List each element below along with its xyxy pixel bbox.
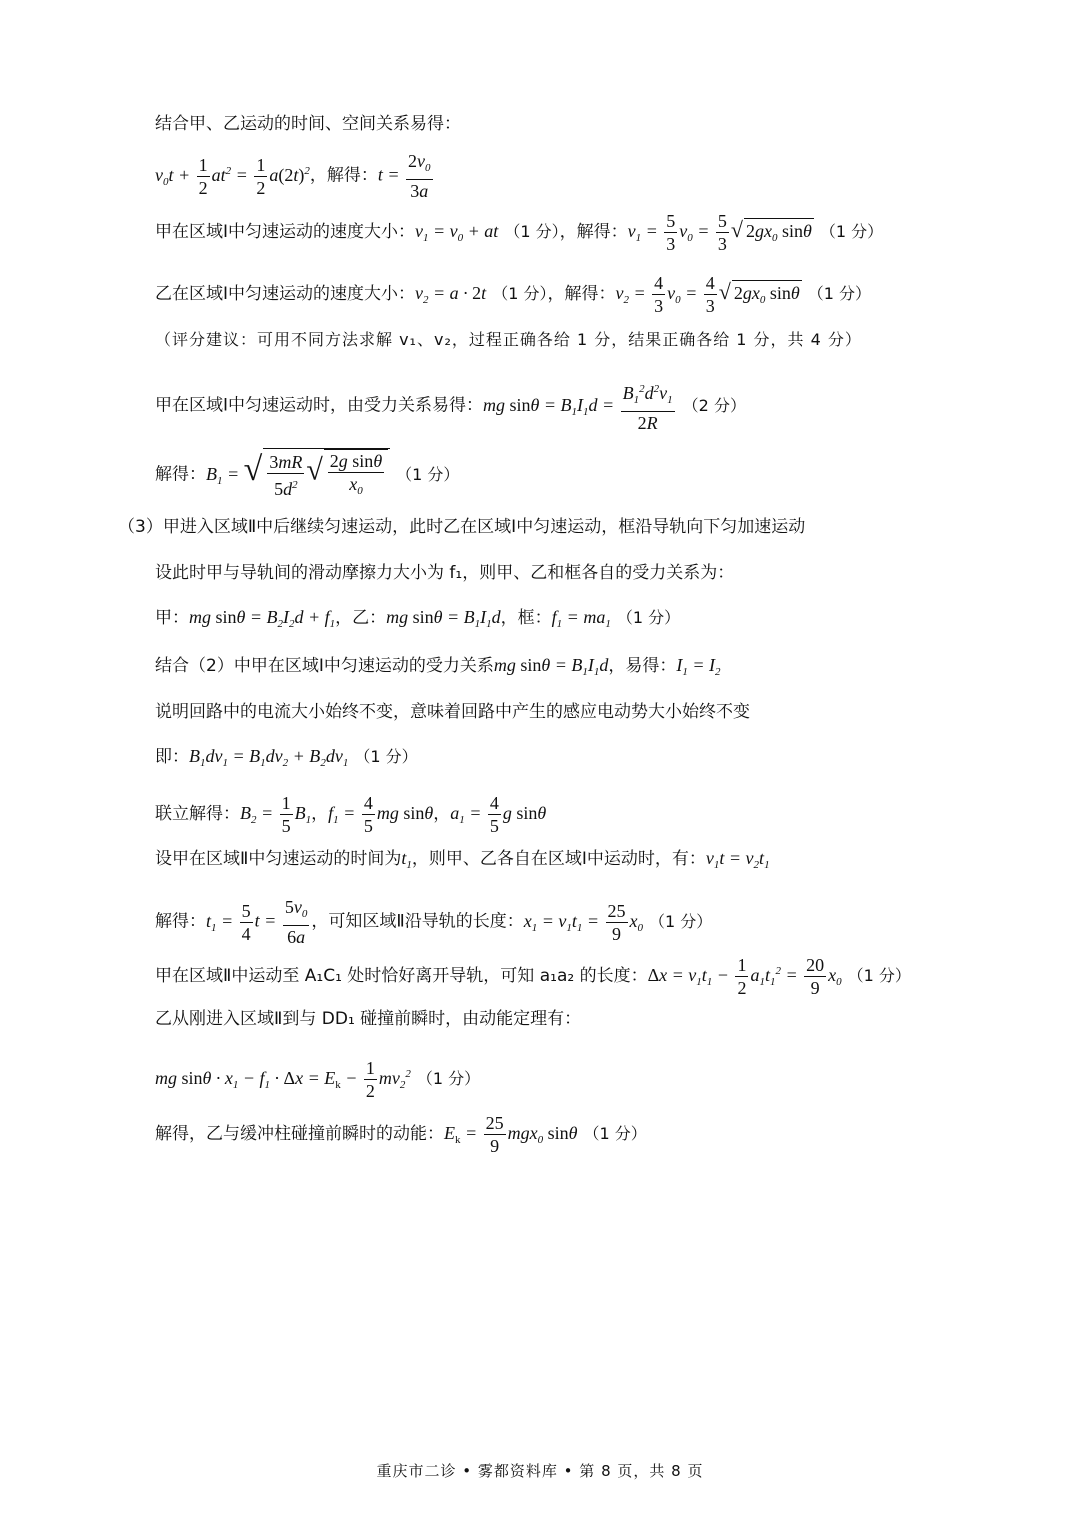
score-mark: （1 分） [416, 1069, 481, 1088]
text-label: 甲在区域Ⅱ中运动至 A₁C₁ 处时恰好离开导轨，可知 a₁a₂ 的长度： [155, 966, 648, 986]
text-sep: ，解得： [547, 284, 616, 304]
text-sep: ，易得： [608, 656, 677, 676]
score-mark: （1 分） [649, 911, 713, 931]
text-label: 甲在区域Ⅰ中匀速运动的速度大小： [155, 222, 416, 242]
score-mark: （2 分） [682, 395, 746, 415]
equation-line: 甲在区域Ⅰ中匀速运动的速度大小：$v_1 = v_0$ + at （1 分），解得：$v_1$ = $\frac{5}{3}$ $v_0$ = $\frac{5}{3}$ √ $2gx_0$ sinθ （1 分） [155, 211, 884, 254]
text-sep: ，则甲、乙各自在区域Ⅰ中运动时，有： [411, 849, 706, 869]
score-mark: （1 分） [807, 284, 871, 303]
text-sep: ，解得： [309, 165, 378, 186]
page-footer: 重庆市二诊 • 雾都资料库 • 第 8 页，共 8 页 [376, 1462, 704, 1480]
text-label: 设甲在区域Ⅱ中匀速运动的时间为 [155, 849, 402, 869]
equation-line: 甲在区域Ⅱ中运动至 A₁C₁ 处时恰好离开导轨，可知 a₁a₂ 的长度：$\Delta x = v_1t_1$ − $\frac{1}{2}$ $a_1t_1^2$ = $\frac{20}{9}$ $x_0$ （1 分） [155, 955, 911, 998]
text-line: 设此时甲与导轨间的滑动摩擦力大小为 f₁，则甲、乙和框各自的受力关系为： [155, 563, 735, 583]
equation-line: 甲在区域Ⅰ中匀速运动时，由受力关系易得：mg $\sin\theta = B_1I_1d$ = $\frac{B_1^2d^2v_1}{2R}$ （2 分） [155, 378, 746, 434]
score-mark: （1 分） [616, 608, 681, 627]
equation-line: 结合（2）中甲在区域Ⅰ中匀速运动的受力关系mg $\sin\theta = B_1I_1d$，易得：$I_1 = I_2$ [155, 655, 721, 678]
score-mark: （1 分） [396, 464, 460, 484]
text-label: 解得： [155, 464, 206, 485]
equation-line: 甲：mg $\sin\theta = B_2I_2d + f_1$，乙：mg $\sin\theta = B_1I_1d$，框：$f_1 = ma_1$ （1 分） [155, 607, 681, 630]
grading-note: （评分建议：可用不同方法求解 v₁、v₂，过程正确各给 1 分，结果正确各给 1 分，共 4 分） [155, 330, 862, 349]
text-label: 甲在区域Ⅰ中匀速运动时，由受力关系易得： [155, 395, 484, 416]
score-mark: （1 分） [819, 222, 884, 241]
equation-line: 解得：$t_1$ = $\frac{5}{4}$ t = $\frac{5v_0}{6a}$ ，可知区域Ⅱ沿导轨的长度：$x_1 = v_1t_1$ = $\frac{25}{9}$ $x_0$ （1 分） [155, 897, 713, 947]
equation-line: 设甲在区域Ⅱ中匀速运动的时间为$t_1$，则甲、乙各自在区域Ⅰ中运动时，有：$v_1t = v_2t_1$ [155, 848, 770, 871]
text-sep: ，可知区域Ⅱ沿导轨的长度： [311, 911, 524, 932]
equation-line: 解得，乙与缓冲柱碰撞前瞬时的动能：$E_k$ = $\frac{25}{9}$ mgx$_0$ sinθ （1 分） [155, 1113, 647, 1156]
text-line: 说明回路中的电流大小始终不变，意味着回路中产生的感应电动势大小始终不变 [155, 702, 750, 722]
text-sep: ，乙： [335, 608, 387, 628]
text-sep: ，框： [500, 608, 552, 628]
text-label: 结合（2）中甲在区域Ⅰ中匀速运动的受力关系 [155, 656, 494, 676]
section-3-heading: （3）甲进入区域Ⅱ中后继续匀速运动，此时乙在区域Ⅰ中匀速运动，框沿导轨向下匀加速运动 [118, 517, 806, 537]
equation-line: 联立解得：$B_2$ = $\frac{1}{5}$ $B_1$，$f_1$ = $\frac{4}{5}$ mg sinθ，$a_1$ = $\frac{4}{5}$ g sinθ [155, 793, 547, 836]
text-label: 联立解得： [155, 804, 240, 824]
equation-line: $v_0t$ + $\frac{1}{2}$ $at^2$ = $\frac{1}{2}$ $a(2t)^2$，解得：t = $\frac{2v_0}{3a}$ [155, 151, 431, 201]
text-label: 解得，乙与缓冲柱碰撞前瞬时的动能： [155, 1124, 444, 1144]
score-mark: （1 分） [583, 1124, 647, 1143]
equation-line: mg $\sin\theta \cdot x_1 - f_1 \cdot \Delta x = E_k$ − $\frac{1}{2}$ $mv_2^2$ （1 分） [155, 1058, 481, 1101]
text-label: 甲： [155, 608, 189, 628]
text-label: 即： [155, 747, 189, 767]
score-mark: （1 分） [354, 747, 418, 766]
score-mark: （1 分） [504, 222, 560, 241]
equation-line: 即：$B_1dv_1 = B_1dv_2 + B_2dv_1$ （1 分） [155, 746, 418, 769]
text-line: 乙从刚进入区域Ⅱ到与 DD₁ 碰撞前瞬时，由动能定理有： [155, 1009, 582, 1029]
score-mark: （1 分） [492, 284, 548, 303]
text-sep: ，解得： [559, 222, 628, 242]
equation-line: 乙在区域Ⅰ中匀速运动的速度大小：$v_2 = a \cdot 2t$ （1 分），解得：$v_2$ = $\frac{4}{3}$ $v_0$ = $\frac{4}{3}$ √ $2gx_0$ sinθ （1 分） [155, 273, 871, 316]
text-line: 结合甲、乙运动的时间、空间关系易得： [155, 114, 461, 134]
text-label: 解得： [155, 911, 206, 932]
equation-line: 解得：$B_1$ = √ $\frac{3mR}{5d^2}$ √ $\frac{\text{2g sinθ}}{x_0}$ （1 分） [155, 448, 459, 502]
text-label: 乙在区域Ⅰ中匀速运动的速度大小： [155, 284, 416, 304]
score-mark: （1 分） [847, 966, 911, 985]
